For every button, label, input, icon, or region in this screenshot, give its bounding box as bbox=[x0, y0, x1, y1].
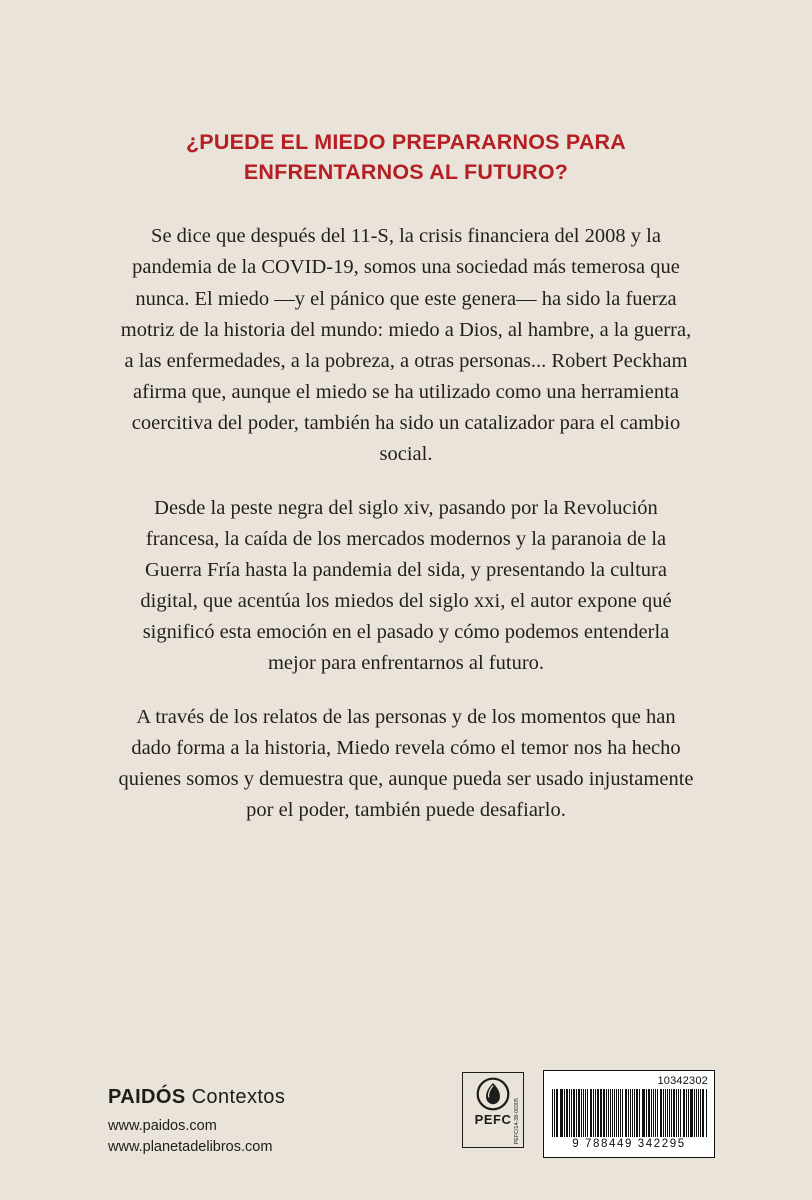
barcode-top-code: 10342302 bbox=[657, 1075, 708, 1087]
headline-line-2: ENFRENTARNOS AL FUTURO? bbox=[243, 159, 569, 184]
pefc-certification-code: PEFC/14-38-00305 bbox=[514, 1097, 520, 1144]
imprint-brand: PAIDÓS bbox=[108, 1085, 186, 1108]
blurb-paragraph-2: Desde la peste negra del siglo xiv, pasando por la Revolución francesa, la caída de los mercados modernos y la paranoia de la Guerra Fría hasta la pandemia del sida, y presentando la cultura digital, que acentúa los miedos del siglo xxi, el autor expone qué significó esta emoción en el pasado y cómo podemos entenderla mejor para enfrentarnos al futuro. bbox=[140, 496, 672, 675]
headline-line-1: ¿PUEDE EL MIEDO PREPARARNOS PARA bbox=[185, 130, 627, 154]
page-title bbox=[118, 128, 694, 187]
pefc-wordmark: PEFC bbox=[474, 1112, 512, 1127]
publisher-imprint bbox=[108, 1084, 285, 1158]
imprint-collection: Contextos bbox=[191, 1085, 286, 1108]
pefc-tree-icon bbox=[476, 1077, 510, 1111]
barcode-isbn-digits: 9 788449 342295 bbox=[572, 1138, 686, 1150]
publisher-url-secondary: www.planetadelibros.com bbox=[108, 1138, 273, 1155]
blurb-paragraph-1: Se dice que después del 11-S, la crisis financiera del 2008 y la pandemia de la COVID-19, somos una sociedad más temerosa que nunca. El miedo —y el pánico que este genera— ha sido la fuerza motriz de la historia del mundo: miedo a Dios, al hambre, a la guerra, a las enfermedades, a la pobreza, a otras personas... Robert Peckham afirma que, aunque el miedo se ha utilizado como una herramienta coercitiva del poder, también ha sido un catalizador para el cambio social. bbox=[120, 225, 692, 466]
pefc-logo bbox=[462, 1072, 524, 1148]
back-cover-content bbox=[0, 128, 812, 826]
blurb-paragraph-3: A través de los relatos de las personas y de los momentos que han dado forma a la historia, Miedo revela cómo el temor nos ha hecho quienes somos y demuestra que, aunque pueda ser usado injustamente por el poder, también puede desafiarlo. bbox=[118, 705, 694, 821]
imprint-title bbox=[108, 1084, 285, 1110]
cover-footer bbox=[0, 1030, 812, 1200]
barcode-block bbox=[543, 1070, 715, 1158]
publisher-url-primary: www.paidos.com bbox=[108, 1117, 217, 1134]
barcode-bars bbox=[550, 1089, 708, 1137]
